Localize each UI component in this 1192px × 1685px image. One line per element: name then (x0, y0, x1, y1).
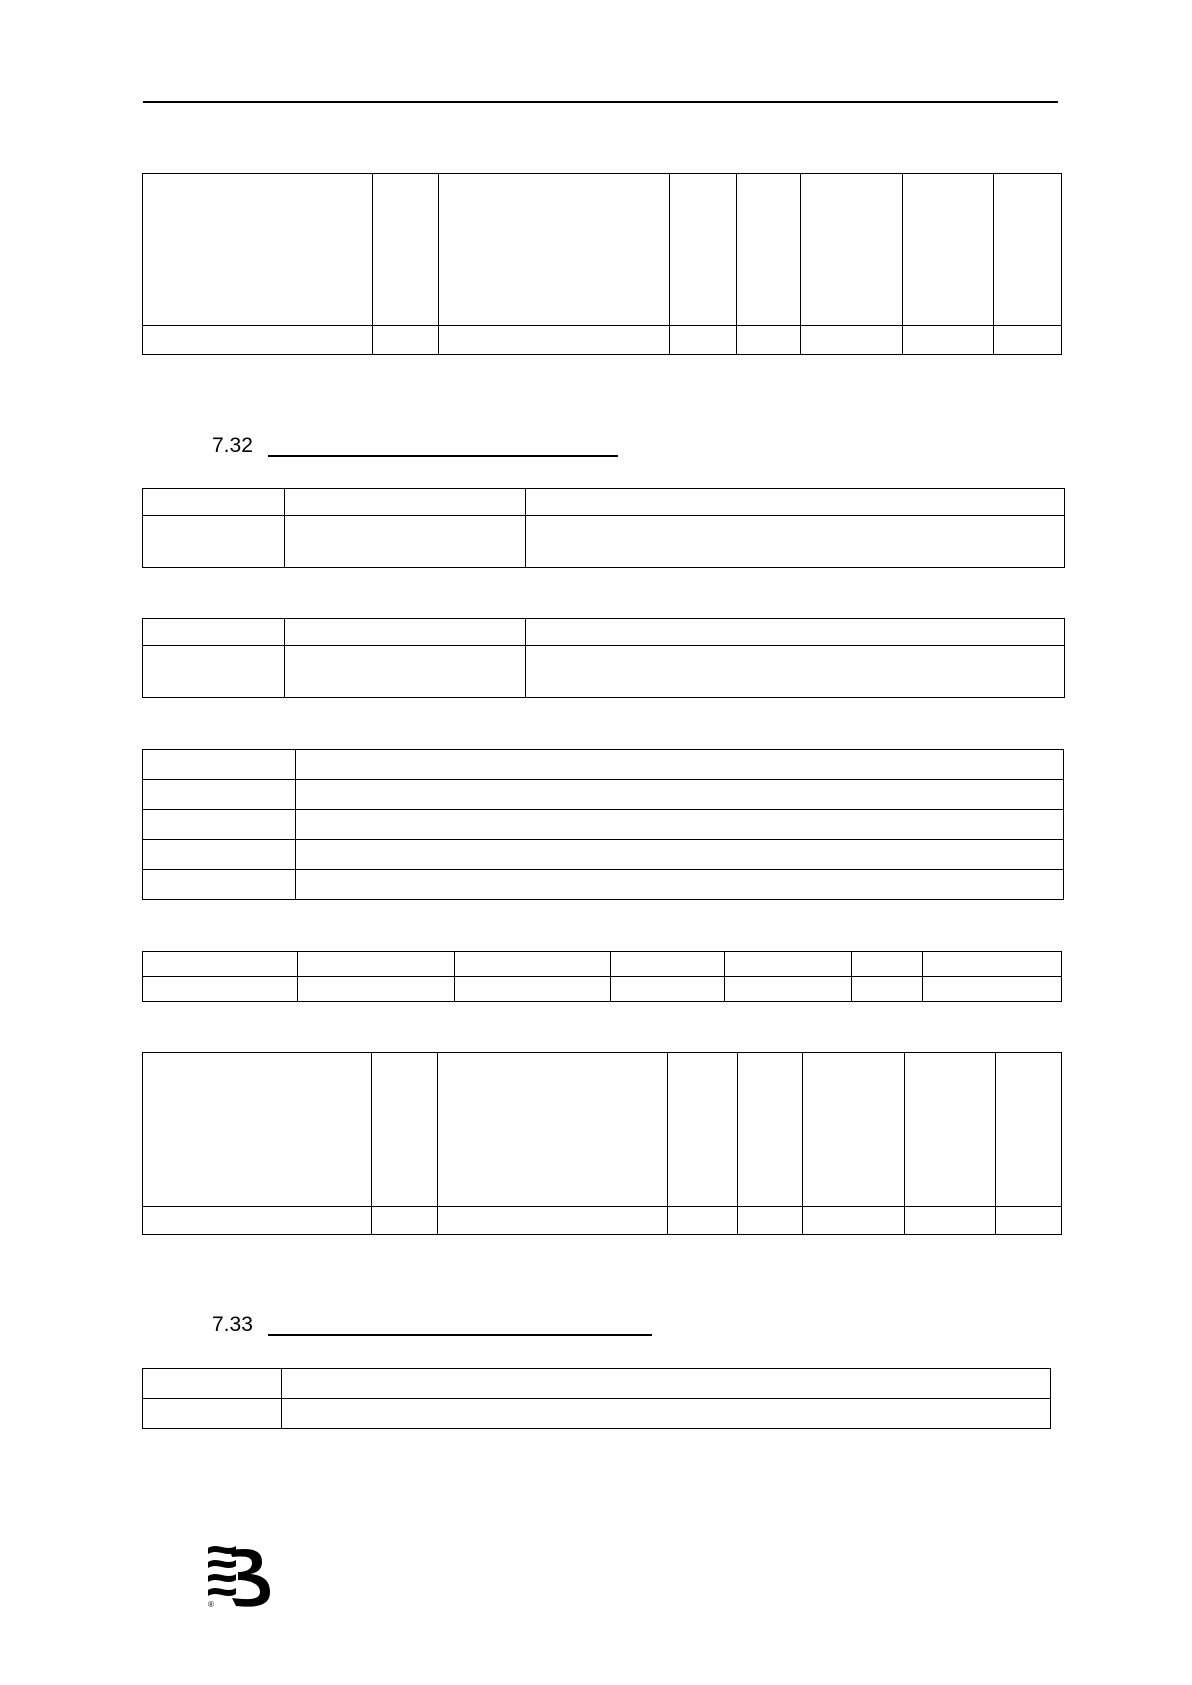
table-cell (439, 326, 670, 355)
table-cell (143, 750, 296, 780)
table-cell (143, 619, 285, 646)
table-cell (373, 326, 439, 355)
table-cell (923, 952, 1062, 977)
table-cell (738, 1053, 803, 1207)
table-cell (282, 1369, 1051, 1399)
table-cell (996, 1053, 1062, 1207)
section-number: 7.33 (212, 1313, 253, 1336)
table-cell (143, 1369, 282, 1399)
table-cell (296, 870, 1064, 900)
table-cell (143, 977, 298, 1002)
table-cell (526, 619, 1065, 646)
table-cell (903, 174, 994, 326)
table-cell (143, 780, 296, 810)
table-cell (852, 977, 923, 1002)
table-cell (737, 326, 801, 355)
table-cell (923, 977, 1062, 1002)
parameter-table-3 (142, 618, 1065, 698)
parameter-table-4 (142, 749, 1064, 900)
table-cell (611, 952, 725, 977)
table-cell (296, 840, 1064, 870)
table-cell (296, 750, 1064, 780)
table-cell (296, 810, 1064, 840)
table-cell (143, 326, 373, 355)
table-cell (801, 326, 903, 355)
table-cell (285, 516, 526, 568)
table-cell (143, 1053, 372, 1207)
table-cell (439, 174, 670, 326)
parameter-table-6 (142, 1052, 1062, 1235)
table-cell (298, 977, 455, 1002)
table-cell (455, 952, 611, 977)
table-cell (611, 977, 725, 1002)
page-top-rule (143, 101, 1058, 103)
table-cell (725, 952, 852, 977)
table-cell (143, 1207, 372, 1235)
table-cell (526, 516, 1065, 568)
table-cell (738, 1207, 803, 1235)
table-cell (143, 870, 296, 900)
table-cell (852, 952, 923, 977)
table-cell (994, 174, 1062, 326)
table-cell (438, 1053, 668, 1207)
table-cell (903, 326, 994, 355)
table-cell (803, 1207, 905, 1235)
table-cell (668, 1053, 738, 1207)
registered-mark: ® (208, 1600, 214, 1609)
table-cell (668, 1207, 738, 1235)
table-cell (296, 780, 1064, 810)
table-cell (372, 1207, 438, 1235)
table-cell (143, 174, 373, 326)
table-cell (905, 1207, 996, 1235)
table-cell (737, 174, 801, 326)
table-cell (373, 174, 439, 326)
table-cell (455, 977, 611, 1002)
parameter-table-2 (142, 488, 1065, 568)
parameter-table-7 (142, 1368, 1051, 1429)
table-cell (372, 1053, 438, 1207)
section-title (268, 431, 618, 457)
table-cell (143, 840, 296, 870)
table-cell (285, 646, 526, 698)
table-cell (143, 489, 285, 516)
table-cell (298, 952, 455, 977)
company-logo-icon (204, 1542, 276, 1612)
parameter-table-5 (142, 951, 1062, 1002)
table-cell (143, 516, 285, 568)
table-cell (143, 1399, 282, 1429)
table-cell (801, 174, 903, 326)
table-cell (143, 952, 298, 977)
table-cell (996, 1207, 1062, 1235)
table-cell (994, 326, 1062, 355)
table-cell (285, 489, 526, 516)
table-cell (438, 1207, 668, 1235)
table-cell (670, 174, 737, 326)
table-cell (282, 1399, 1051, 1429)
parameter-table-1 (142, 173, 1062, 355)
table-cell (285, 619, 526, 646)
section-number: 7.32 (212, 434, 253, 457)
table-cell (725, 977, 852, 1002)
section-title (268, 1310, 652, 1336)
table-cell (905, 1053, 996, 1207)
table-cell (803, 1053, 905, 1207)
table-cell (526, 489, 1065, 516)
table-cell (143, 810, 296, 840)
table-cell (526, 646, 1065, 698)
table-cell (670, 326, 737, 355)
table-cell (143, 646, 285, 698)
